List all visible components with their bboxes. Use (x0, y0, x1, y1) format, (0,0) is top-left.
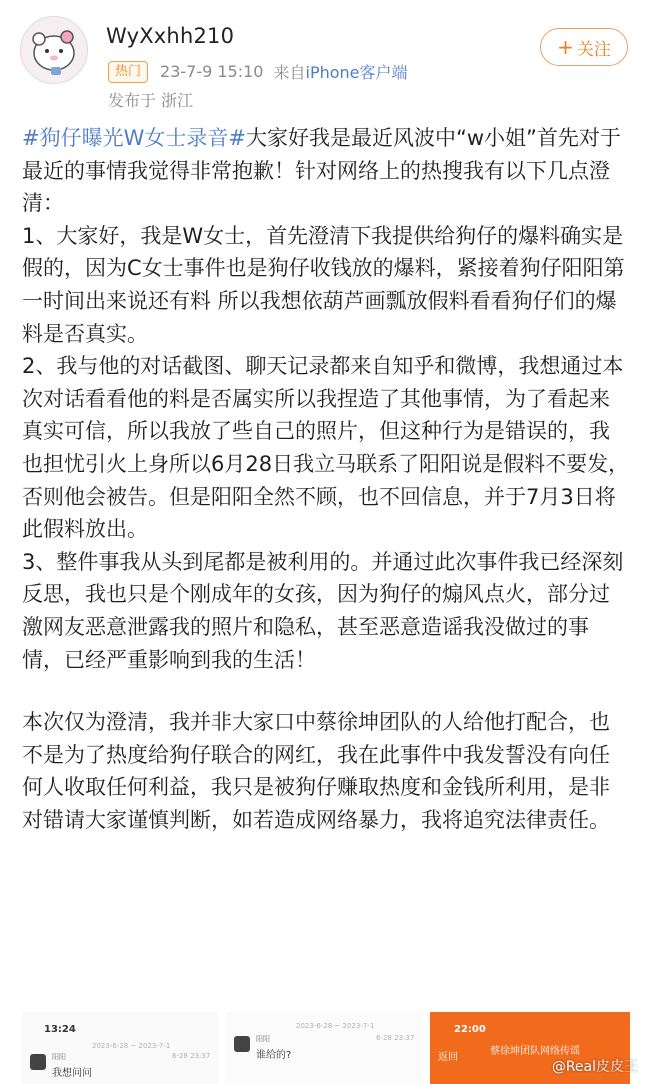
thumb-date-range: 2023-6-28 ~ 2023-7-1 (92, 1042, 171, 1050)
post-paragraph: 1、大家好，我是W女士，首先澄清下我提供给狗仔的爆料确实是假的，因为C女士事件也是狗仔收钱放的爆料，紧接着狗仔阳阳第一时间出来说还有料 所以我想依葫芦画瓢放假料看看狗仔们的爆料是否真实。 (22, 223, 625, 346)
thumb-name: 阳阳 (256, 1035, 270, 1043)
username[interactable]: WyXxhh210 (106, 24, 235, 48)
thumb-stamp: 6-28 23:37 (172, 1052, 211, 1060)
thumb-name: 阳阳 (52, 1053, 66, 1061)
thumb-status-time: 22:00 (454, 1024, 486, 1035)
paragraph-gap (22, 676, 630, 706)
post-paragraph (22, 122, 630, 220)
post-location: 发布于 浙江 (108, 91, 194, 110)
image-strip (0, 1012, 650, 1084)
thumb-avatar (30, 1054, 46, 1070)
post-meta (108, 60, 408, 83)
hashtag-link[interactable]: #狗仔曝光W女士录音# (22, 126, 246, 150)
plus-icon: + (557, 35, 574, 59)
thumb-status-time: 13:24 (44, 1024, 76, 1035)
follow-label: 关注 (576, 39, 611, 60)
image-thumbnail[interactable] (226, 1012, 422, 1084)
post-time: 23-7-9 15:10 (160, 62, 264, 81)
hot-badge: 热门 (108, 61, 148, 83)
intro-text: 大家好我是最近风波中“w小姐”首先对于最近的事情我觉得非常抱歉！针对网络上的热搜我有以下几点澄清： (22, 126, 621, 216)
post-paragraph: 2、我与他的对话截图、聊天记录都来自知乎和微博，我想通过本次对话看看他的料是否属实所以我捏造了其他事情，为了看起来真实可信，所以我放了些自己的照片，但这种行为是错误的，我也担忧引火上身所以6月28日我立马联系了阳阳说是假料不要发，否则他会被告。但是阳阳全然不顾，也不回信息，并于7月3日将此假料放出。 (22, 354, 630, 542)
post-body (22, 122, 630, 836)
thumb-avatar (234, 1036, 250, 1052)
post-header (0, 0, 650, 120)
avatar[interactable] (20, 16, 88, 84)
thumb-stamp: 6-28 23:37 (376, 1034, 415, 1042)
thumb-message: 我想问问 (52, 1068, 92, 1079)
follow-button[interactable] (540, 28, 628, 66)
post-paragraph: 本次仅为澄清，我并非大家口中蔡徐坤团队的人给他打配合，也不是为了热度给狗仔联合的网红，我在此事件中我发誓没有向任何人收取任何利益，我只是被狗仔赚取热度和金钱所利用，是非对错请大家谨慎判断，如若造成网络暴力，我将追究法律责任。 (22, 710, 610, 832)
thumb-back: 返回 (438, 1052, 458, 1063)
image-thumbnail[interactable] (22, 1012, 218, 1084)
avatar-cartoon-icon (21, 17, 87, 83)
thumb-message: 谁给的? (256, 1050, 292, 1061)
thumb-title: 蔡徐坤团队网络传谣 (490, 1046, 580, 1057)
watermark: @Real皮皮王 (551, 1059, 638, 1075)
post-paragraph: 3、整件事我从头到尾都是被利用的。并通过此次事件我已经深刻反思，我也只是个刚成年的女孩，因为狗仔的煽风点火，部分过激网友恶意泄露我的照片和隐私，甚至恶意造谣我没做过的事情，已经严重影响到我的生活！ (22, 549, 624, 672)
source-prefix: 来自 (273, 63, 306, 82)
source-link[interactable]: iPhone客户端 (305, 63, 408, 82)
thumb-date-range: 2023-6-28 ~ 2023-7-1 (296, 1022, 375, 1030)
